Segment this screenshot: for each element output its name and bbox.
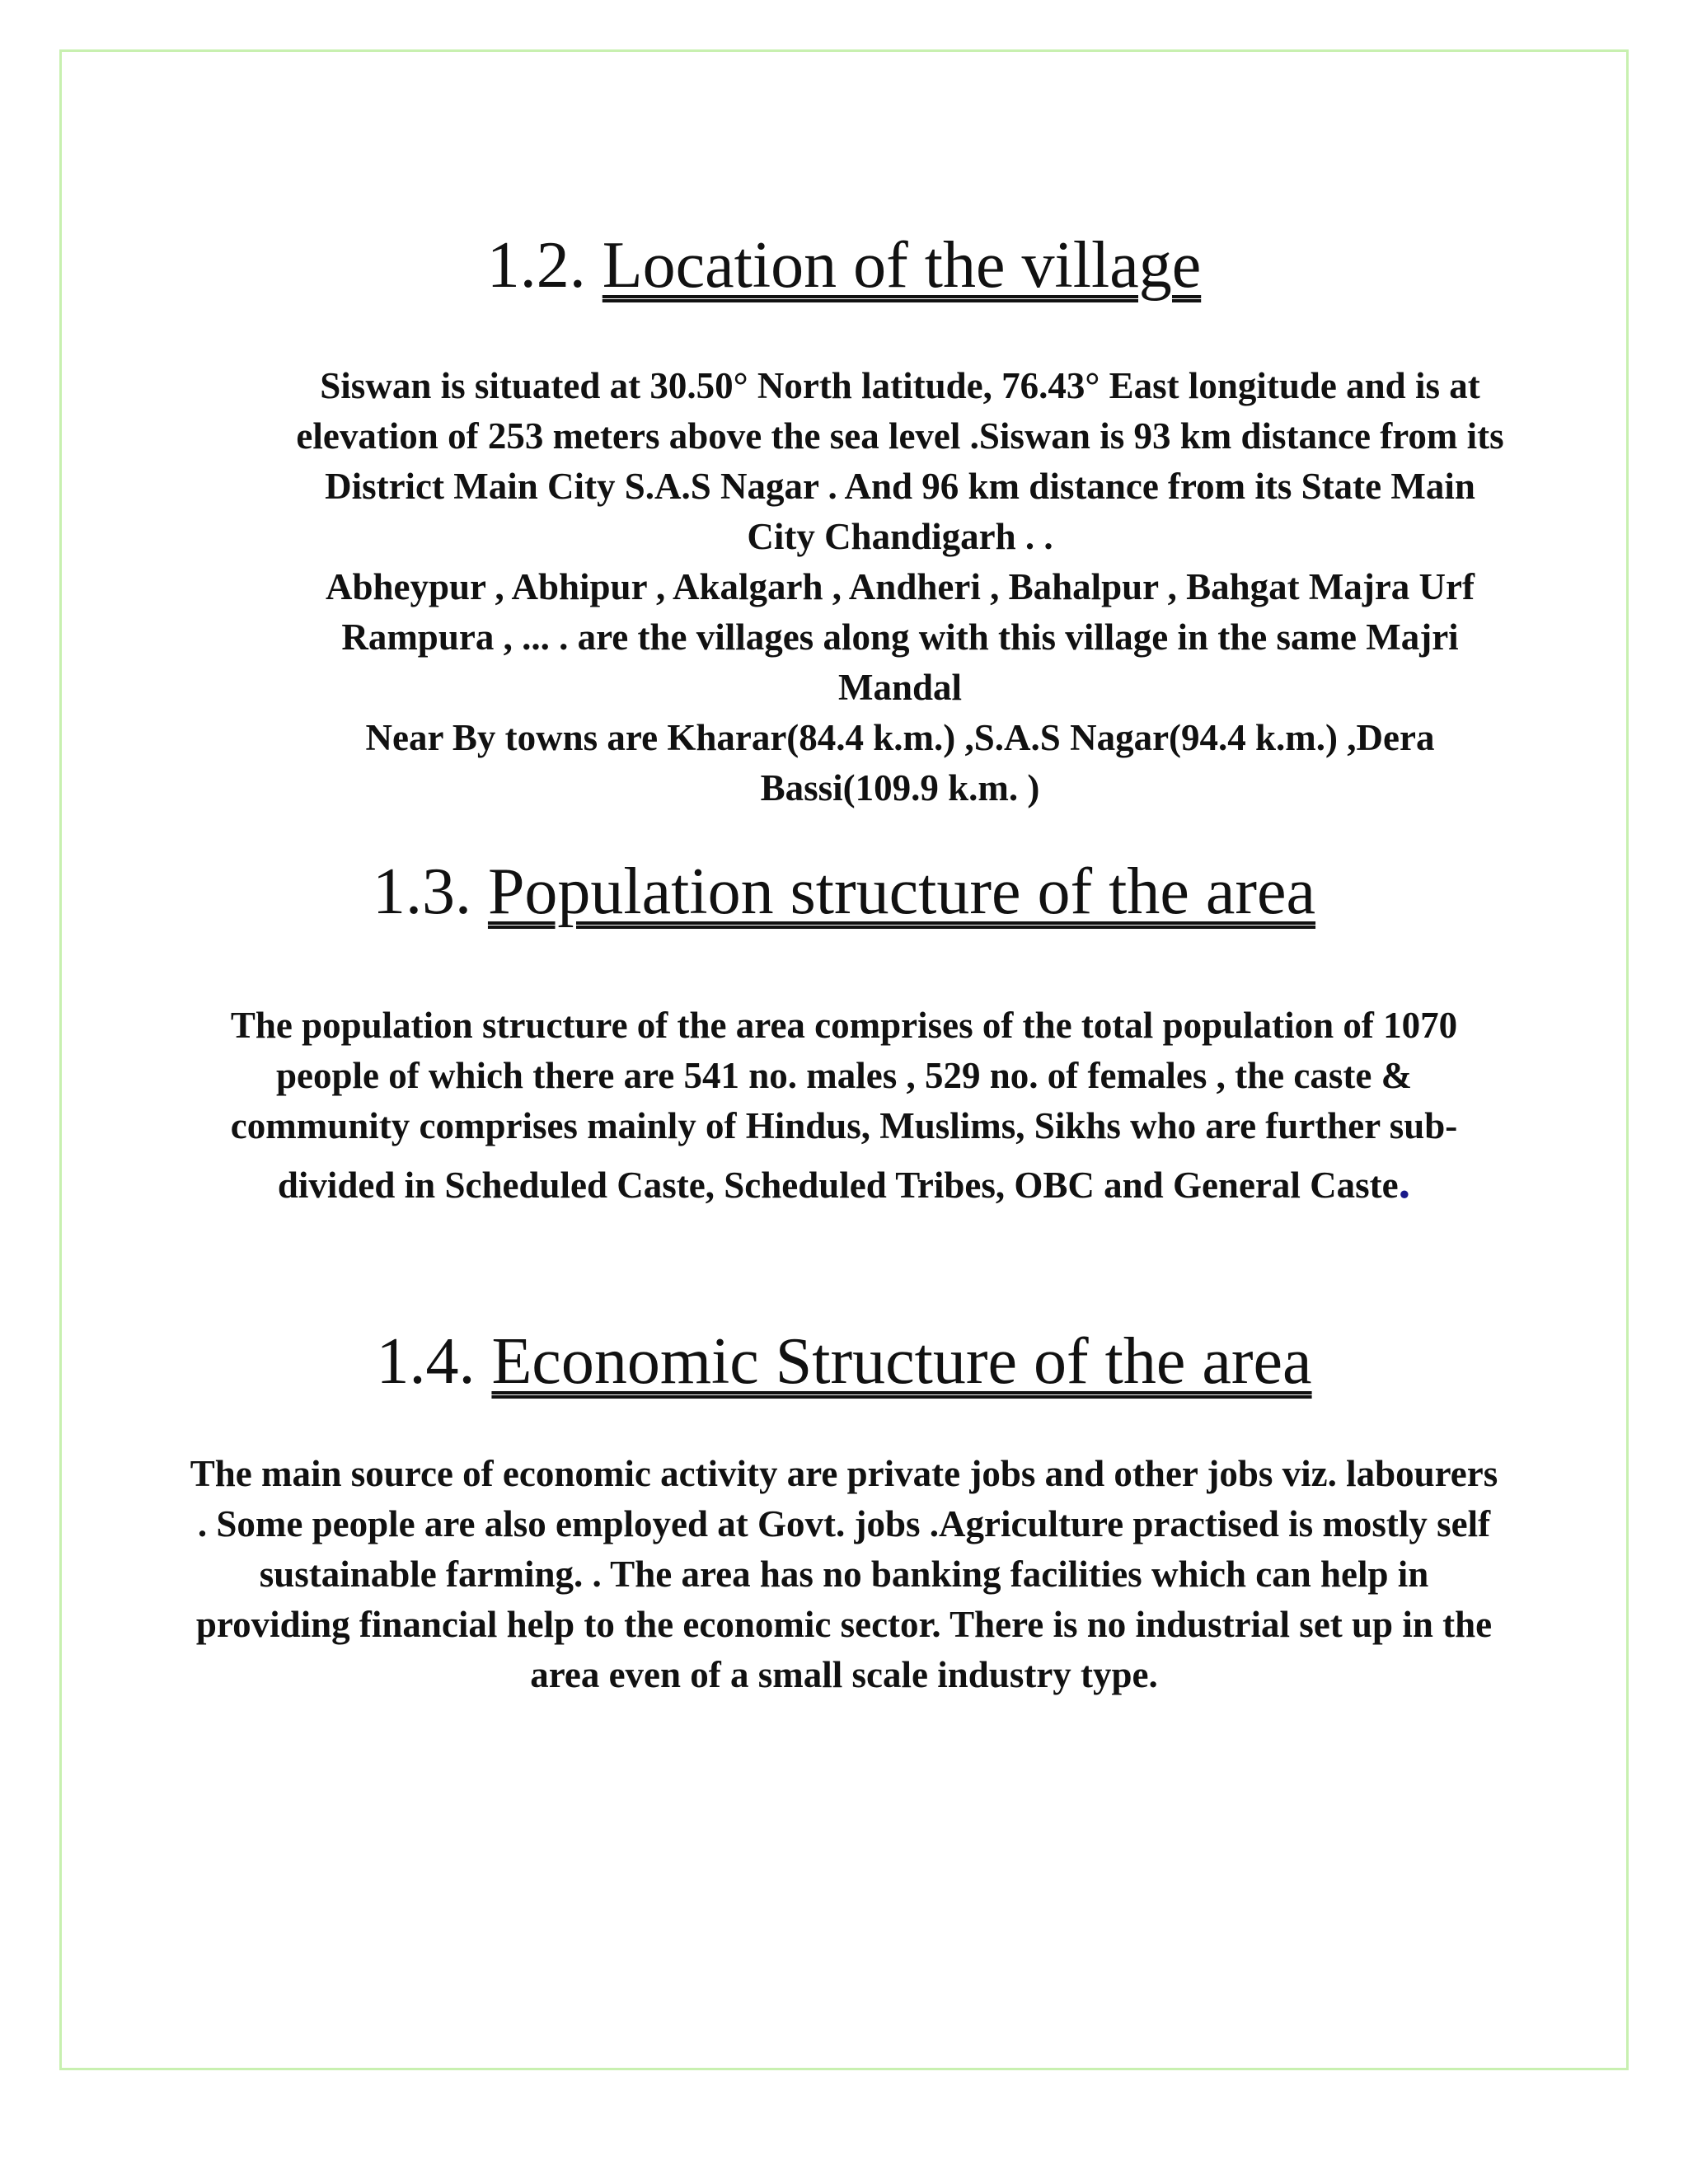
heading-population <box>0 855 1688 928</box>
heading-title: Economic Structure of the area <box>491 1325 1312 1398</box>
accent-period: . <box>1398 1155 1411 1208</box>
heading-location <box>0 229 1688 302</box>
heading-title: Location of the village <box>602 229 1202 302</box>
paragraph-line-text: divided in Scheduled Caste, Scheduled Tribes, OBC and General Caste <box>277 1165 1399 1206</box>
heading-number: 1.2. <box>486 229 586 302</box>
paragraph-line: . Some people are also employed at Govt. jobs .Agriculture practised is mostly self <box>197 1503 1491 1544</box>
paragraph-line: The main source of economic activity are private jobs and other jobs viz. labourers <box>190 1453 1498 1494</box>
population-paragraph <box>91 1001 1597 1211</box>
paragraph-line: community comprises mainly of Hindus, Muslims, Sikhs who are further sub- <box>230 1105 1458 1146</box>
paragraph-line: District Main City S.A.S Nagar . And 96 km distance from its State Main <box>325 466 1475 507</box>
paragraph-line: people of which there are 541 no. males , 529 no. of females , the caste & <box>275 1055 1413 1096</box>
paragraph-line: Bassi(109.9 k.m. ) <box>760 767 1040 808</box>
paragraph-line: Mandal <box>837 667 963 708</box>
heading-economic <box>0 1325 1688 1398</box>
heading-number: 1.4. <box>376 1325 476 1398</box>
heading-number: 1.3. <box>372 855 471 928</box>
location-paragraph <box>191 361 1609 813</box>
heading-title: Population structure of the area <box>487 855 1316 928</box>
paragraph-line: area even of a small scale industry type. <box>530 1654 1158 1695</box>
paragraph-line: Rampura , ... . are the villages along with this village in the same Majri <box>341 616 1459 658</box>
economic-paragraph <box>68 1449 1620 1700</box>
paragraph-line: Near By towns are Kharar(84.4 k.m.) ,S.A.S Nagar(94.4 k.m.) ,Dera <box>365 717 1435 758</box>
paragraph-line: The population structure of the area comprises of the total population of 1070 <box>230 1005 1458 1046</box>
paragraph-line: City Chandigarh . . <box>747 516 1053 557</box>
paragraph-line: providing financial help to the economic sector. There is no industrial set up in the <box>195 1604 1493 1645</box>
paragraph-line: Abheypur , Abhipur , Akalgarh , Andheri , Bahalpur , Bahgat Majra Urf <box>325 566 1475 607</box>
paragraph-line <box>91 1156 1597 1211</box>
paragraph-line: elevation of 253 meters above the sea level .Siswan is 93 km distance from its <box>296 415 1504 457</box>
paragraph-line: Siswan is situated at 30.50° North latitude, 76.43° East longitude and is at <box>320 365 1480 406</box>
paragraph-line: sustainable farming. . The area has no banking facilities which can help in <box>259 1554 1429 1595</box>
